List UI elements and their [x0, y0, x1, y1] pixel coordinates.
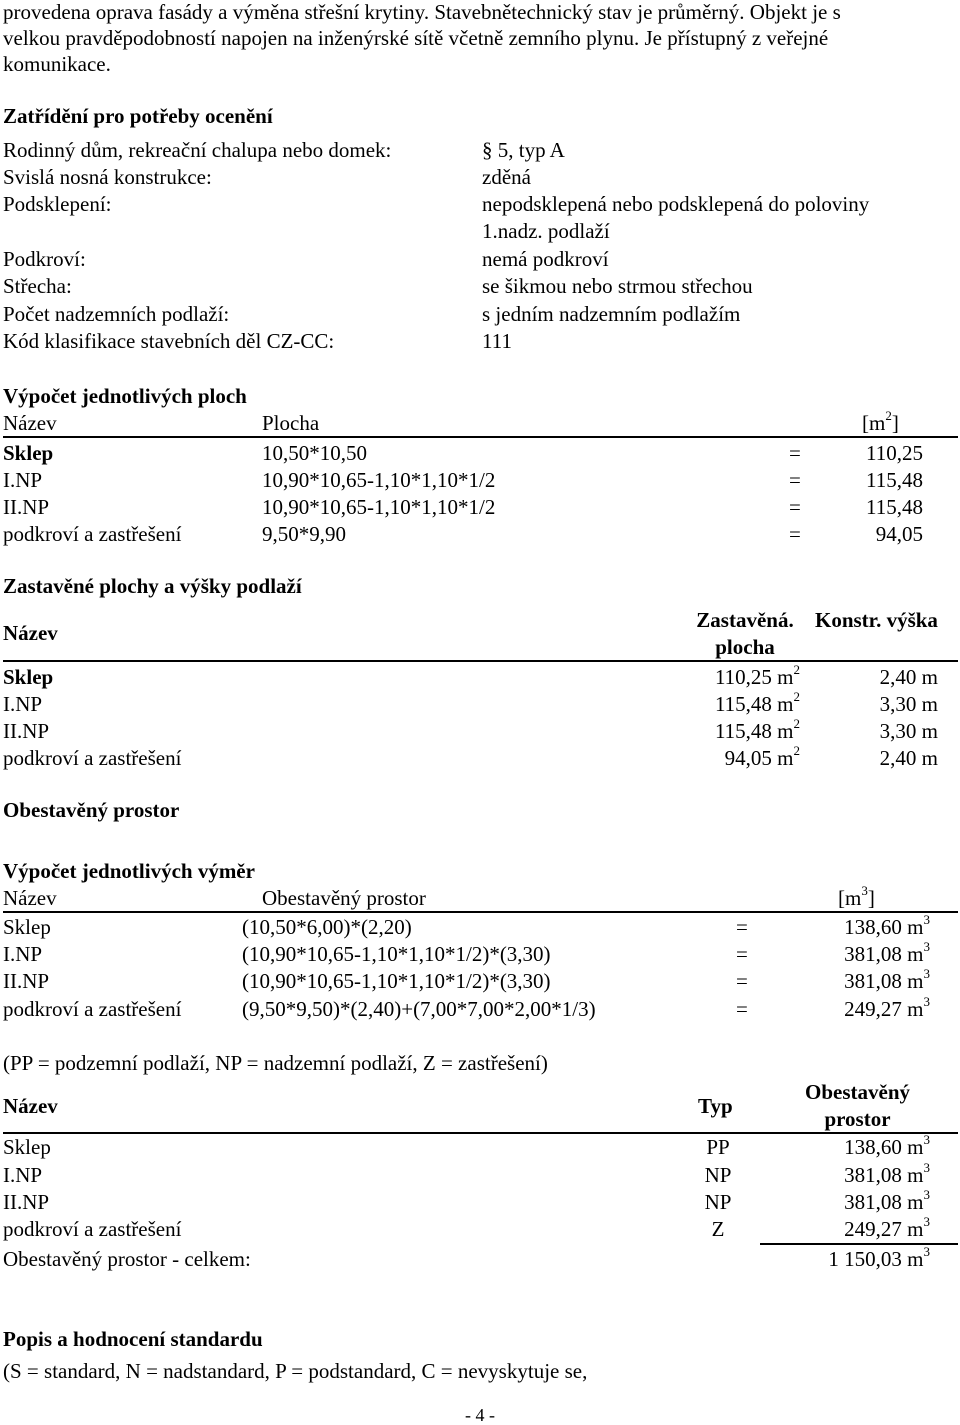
areas-row-result: 110,25 — [866, 441, 923, 465]
summary-header-rule — [3, 1132, 958, 1134]
built-row-area: 110,25 $m^2$ — [714, 662, 800, 689]
page-number: - 4 - — [465, 1405, 495, 1425]
classification-value: 111 — [482, 329, 512, 353]
summary-row-name: I.NP — [3, 1163, 43, 1187]
built-row-height: 2,40 m — [879, 665, 938, 689]
classification-value: s jedním nadzemním podlažím — [482, 302, 741, 326]
areas-row-eq: = — [789, 495, 801, 519]
summary-col-volume: Obestavěný — [805, 1080, 910, 1104]
summary-row-volume: 381,08 $m^3$ — [844, 1160, 930, 1187]
built-row-height: 2,40 m — [879, 746, 938, 770]
summary-row-name: Sklep — [3, 1135, 51, 1159]
classification-label: Podsklepení: — [3, 192, 112, 216]
classification-label: Počet nadzemních podlaží: — [3, 302, 230, 326]
volume-row-eq: = — [736, 915, 748, 939]
areas-row-eq: = — [789, 441, 801, 465]
summary-row-type: PP — [706, 1135, 730, 1159]
summary-col-name: Název — [3, 1094, 58, 1118]
areas-row-formula: 9,50*9,90 — [262, 522, 346, 546]
classification-label: Podkroví: — [3, 247, 86, 271]
volume-row-result: 138,60 $m^3$ — [844, 912, 930, 939]
areas-row-formula: 10,90*10,65-1,10*1,10*1/2 — [262, 495, 496, 519]
classification-heading: Zatřídění pro potřeby ocenění — [3, 104, 273, 128]
built-row-name: podkroví a zastřešení — [3, 746, 182, 770]
classification-value-cont: 1.nadz. podlaží — [482, 219, 610, 243]
areas-row-name: Sklep — [3, 441, 54, 465]
summary-row-type: NP — [704, 1190, 732, 1214]
volume-row-name: Sklep — [3, 915, 51, 939]
areas-header-rule — [3, 436, 958, 438]
built-row-name: I.NP — [3, 692, 43, 716]
areas-row-eq: = — [789, 468, 801, 492]
classification-value: nemá podkroví — [482, 247, 609, 271]
volume-row-eq: = — [736, 969, 748, 993]
areas-col-name: Název — [3, 411, 57, 435]
classification-label: Střecha: — [3, 274, 72, 298]
built-col-height: Konstr. výška — [815, 608, 938, 632]
areas-heading: Výpočet jednotlivých ploch — [3, 384, 247, 408]
built-row-height: 3,30 m — [879, 719, 938, 743]
volume-header-rule — [3, 911, 958, 913]
classification-value: § 5, typ A — [482, 138, 565, 162]
areas-row-formula: 10,50*10,50 — [262, 441, 367, 465]
summary-total-label: Obestavěný prostor - celkem: — [3, 1247, 251, 1271]
areas-row-result: 115,48 — [866, 495, 923, 519]
volume-col-name: Název — [3, 886, 57, 910]
volume-row-name: I.NP — [3, 942, 43, 966]
volume-row-eq: = — [736, 997, 748, 1021]
summary-col-type: Typ — [698, 1094, 733, 1118]
areas-row-formula: 10,90*10,65-1,10*1,10*1/2 — [262, 468, 496, 492]
volume-row-result: 249,27 $m^3$ — [844, 994, 930, 1021]
built-row-name: II.NP — [3, 719, 50, 743]
standard-heading: Popis a hodnocení standardu — [3, 1327, 263, 1351]
areas-row-result: 115,48 — [866, 468, 923, 492]
volume-row-formula: (10,50*6,00)*(2,20) — [242, 915, 412, 939]
summary-row-volume: 138,60 $m^3$ — [844, 1132, 930, 1159]
volume-subheading: Výpočet jednotlivých výměr — [3, 859, 255, 883]
volume-row-name: podkroví a zastřešení — [3, 997, 182, 1021]
volume-row-formula: (10,90*10,65-1,10*1,10*1/2)*(3,30) — [242, 969, 551, 993]
built-header-rule — [3, 660, 958, 662]
built-col-name: Název — [3, 621, 58, 645]
classification-label: Kód klasifikace stavebních děl CZ-CC: — [3, 329, 335, 353]
classification-label: Svislá nosná konstrukce: — [3, 165, 212, 189]
classification-label: Rodinný dům, rekreační chalupa nebo domek: — [3, 138, 392, 162]
volume-row-result: 381,08 $m^3$ — [844, 939, 930, 966]
classification-value: se šikmou nebo strmou střechou — [482, 274, 753, 298]
summary-total-value: 1 150,03 $m^3$ — [828, 1244, 930, 1271]
volume-row-eq: = — [736, 942, 748, 966]
volume-row-formula: (9,50*9,50)*(2,40)+(7,00*7,00*2,00*1/3) — [242, 997, 596, 1021]
built-row-area: 94,05 $m^2$ — [724, 743, 800, 770]
classification-value: nepodsklepená nebo podsklepená do poloviny — [482, 192, 870, 216]
areas-row-name: I.NP — [3, 468, 43, 492]
volume-row-formula: (10,90*10,65-1,10*1,10*1/2)*(3,30) — [242, 942, 551, 966]
summary-col-volume-cont: prostor — [824, 1107, 891, 1131]
summary-row-type: NP — [704, 1163, 732, 1187]
volume-col-unit: $[m^3]$ — [838, 883, 875, 910]
volume-row-result: 381,08 $m^3$ — [844, 966, 930, 993]
intro-line-2: velkou pravděpodobností napojen na inženýrské sítě včetně zemního plynu. Je přístupný z veřejné — [3, 26, 829, 50]
built-row-name: Sklep — [3, 665, 54, 689]
intro-line-1: provedena oprava fasády a výměna střešní krytiny. Stavebnětechnický stav je průměrný. Objekt je s — [3, 0, 841, 24]
summary-row-volume: 249,27 $m^3$ — [844, 1214, 930, 1241]
standard-text: (S = standard, N = nadstandard, P = podstandard, C = nevyskytuje se, — [3, 1359, 588, 1383]
volume-row-name: II.NP — [3, 969, 50, 993]
built-row-area: 115,48 $m^2$ — [714, 689, 800, 716]
summary-row-type: Z — [711, 1217, 725, 1241]
built-col-area-cont: plocha — [715, 635, 775, 659]
volume-heading: Obestavěný prostor — [3, 798, 180, 822]
built-row-area: 115,48 $m^2$ — [714, 716, 800, 743]
summary-row-volume: 381,08 $m^3$ — [844, 1187, 930, 1214]
built-row-height: 3,30 m — [879, 692, 938, 716]
built-heading: Zastavěné plochy a výšky podlaží — [3, 574, 302, 598]
areas-row-result: 94,05 — [875, 522, 923, 546]
built-col-area: Zastavěná. — [696, 608, 794, 632]
areas-col-area: Plocha — [262, 411, 320, 435]
intro-line-3: komunikace. — [3, 52, 111, 76]
summary-row-name: podkroví a zastřešení — [3, 1217, 182, 1241]
summary-row-name: II.NP — [3, 1190, 50, 1214]
volume-col-volume: Obestavěný prostor — [262, 886, 426, 910]
areas-row-eq: = — [789, 522, 801, 546]
areas-row-name: podkroví a zastřešení — [3, 522, 182, 546]
areas-col-unit: $[m^2]$ — [862, 408, 899, 435]
classification-value: zděná — [482, 165, 531, 189]
areas-row-name: II.NP — [3, 495, 50, 519]
summary-legend: (PP = podzemní podlaží, NP = nadzemní podlaží, Z = zastřešení) — [3, 1051, 548, 1075]
